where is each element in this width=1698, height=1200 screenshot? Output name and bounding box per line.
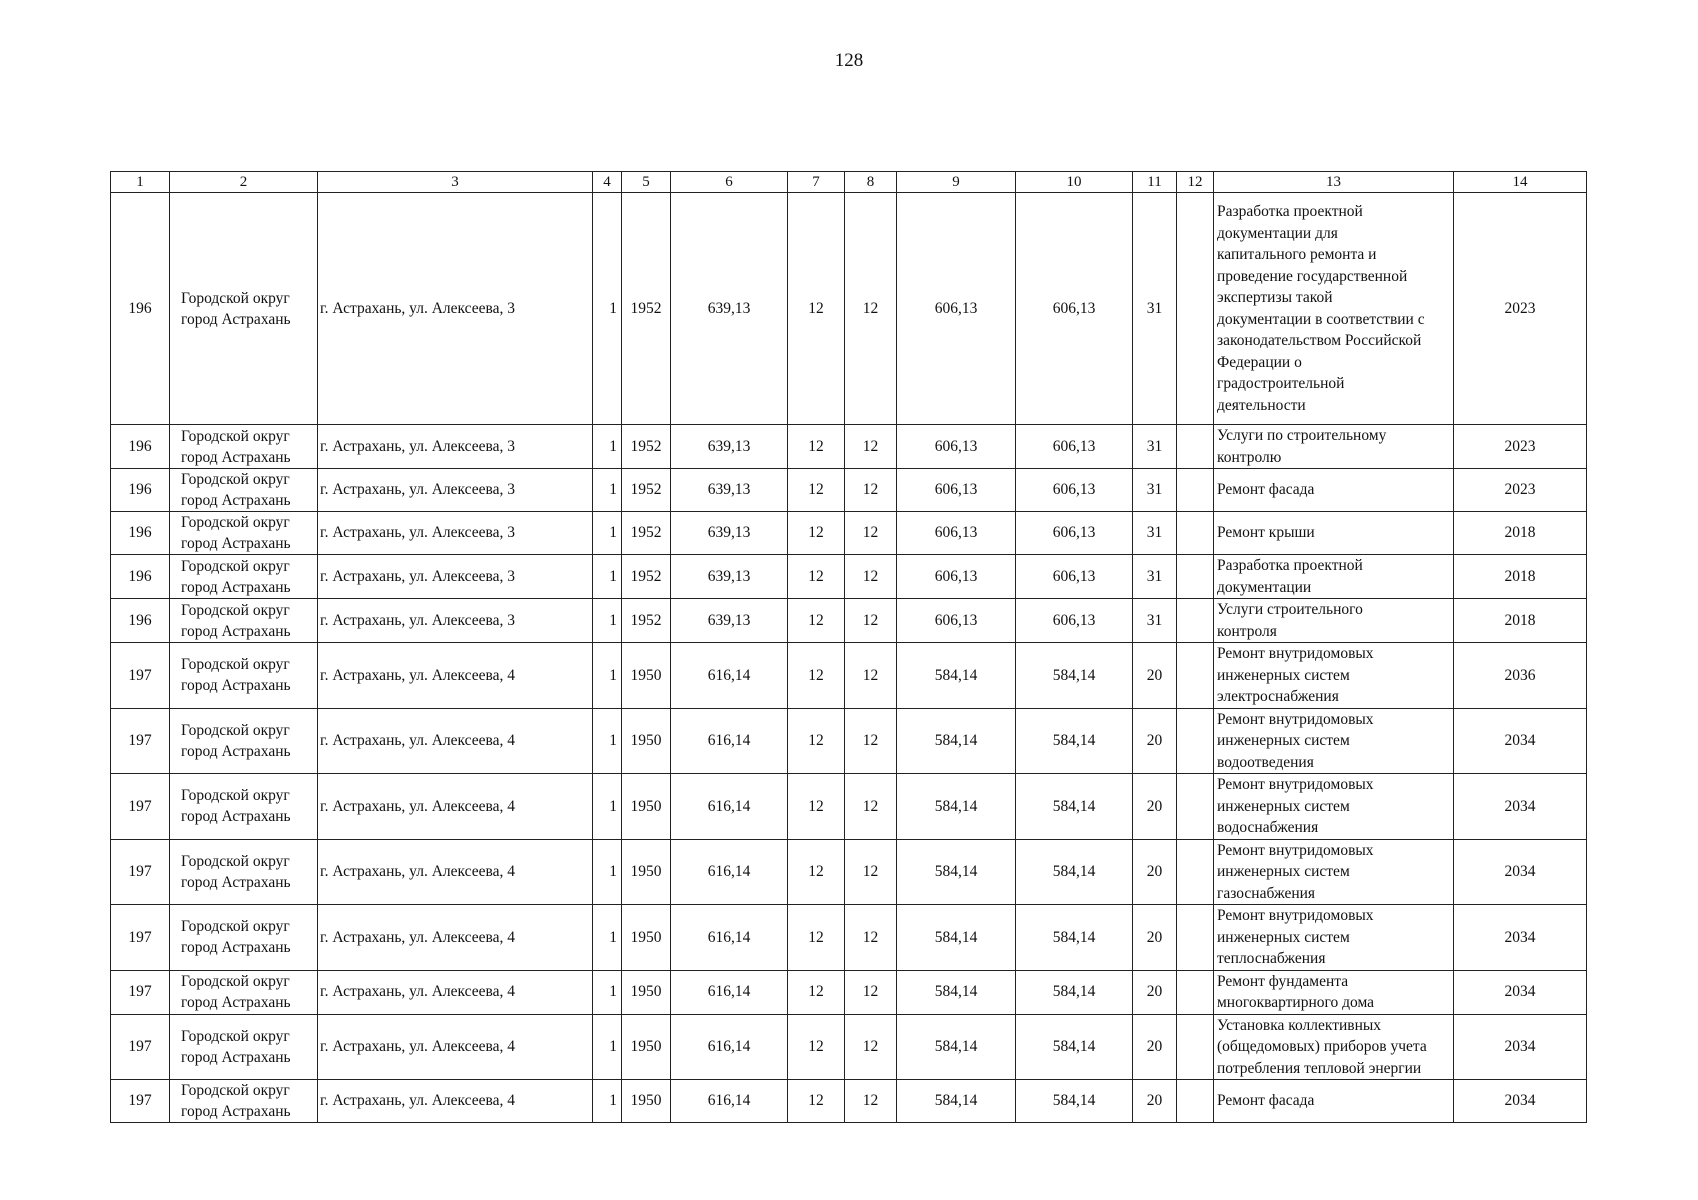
column-12-cell <box>1177 425 1214 469</box>
column-8-cell: 12 <box>845 193 897 425</box>
column-11-cell: 20 <box>1133 774 1177 840</box>
column-11-cell: 20 <box>1133 970 1177 1014</box>
column-7-cell: 12 <box>788 708 845 774</box>
row-number-cell: 196 <box>111 425 170 469</box>
area-9-cell: 584,14 <box>897 708 1016 774</box>
column-12-cell <box>1177 1080 1214 1123</box>
municipality-cell-line: город Астрахань <box>181 535 291 552</box>
work-type-cell-line: электроснабжения <box>1217 688 1339 705</box>
row-number-cell: 196 <box>111 512 170 555</box>
total-area-cell: 616,14 <box>671 839 788 905</box>
work-type-cell-line: инженерных систем <box>1217 666 1350 684</box>
plan-year-cell: 2023 <box>1454 469 1587 512</box>
work-type-cell-line: инженерных систем <box>1217 797 1350 815</box>
column-4-cell: 1 <box>593 555 622 599</box>
work-type-cell-line: Ремонт внутридомовых <box>1217 841 1374 859</box>
column-11-cell: 31 <box>1133 425 1177 469</box>
row-number-cell: 197 <box>111 1080 170 1123</box>
work-type-cell <box>1214 425 1454 469</box>
column-4-cell: 1 <box>593 469 622 512</box>
column-12-cell <box>1177 512 1214 555</box>
total-area-cell: 616,14 <box>671 905 788 971</box>
column-7-cell: 12 <box>788 643 845 709</box>
work-type-cell-line: инженерных систем <box>1217 863 1350 880</box>
table-row <box>111 193 1587 425</box>
row-number-cell: 197 <box>111 774 170 840</box>
build-year-cell: 1952 <box>622 193 671 425</box>
work-type-cell-line: деятельности <box>1217 396 1306 414</box>
build-year-cell: 1950 <box>622 1080 671 1123</box>
municipality-cell <box>170 905 318 971</box>
column-number-8: 8 <box>845 172 897 193</box>
total-area-cell: 639,13 <box>671 555 788 599</box>
area-9-cell: 584,14 <box>897 905 1016 971</box>
total-area-cell: 639,13 <box>671 512 788 555</box>
column-7-cell: 12 <box>788 1080 845 1123</box>
municipality-cell-line: город Астрахань <box>181 677 291 695</box>
municipality-cell-line: город Астрахань <box>181 492 291 509</box>
column-4-cell: 1 <box>593 1014 622 1080</box>
work-type-cell-line: Услуги строительного <box>1217 601 1363 618</box>
work-type-cell-line: Разработка проектной <box>1217 203 1363 220</box>
total-area-cell: 616,14 <box>671 970 788 1014</box>
plan-year-cell: 2034 <box>1454 774 1587 840</box>
municipality-cell-line: Городской округ <box>181 601 290 619</box>
build-year-cell: 1952 <box>622 555 671 599</box>
municipality-cell-line: город Астрахань <box>181 742 291 760</box>
work-type-cell-line: Ремонт внутридомовых <box>1217 907 1374 924</box>
municipality-cell-line: Городской округ <box>181 289 290 307</box>
column-11-cell: 20 <box>1133 905 1177 971</box>
total-area-cell: 616,14 <box>671 1080 788 1123</box>
plan-year-cell: 2023 <box>1454 193 1587 425</box>
municipality-cell <box>170 839 318 905</box>
work-type-cell <box>1214 193 1454 425</box>
plan-year-cell: 2018 <box>1454 512 1587 555</box>
municipality-cell-line: город Астрахань <box>181 994 291 1011</box>
municipality-cell-line: Городской округ <box>181 787 290 805</box>
column-12-cell <box>1177 599 1214 643</box>
column-11-cell: 31 <box>1133 599 1177 643</box>
table-row <box>111 599 1587 643</box>
area-9-cell: 606,13 <box>897 512 1016 555</box>
area-10-cell: 606,13 <box>1016 599 1133 643</box>
area-10-cell: 606,13 <box>1016 555 1133 599</box>
row-number-cell: 197 <box>111 970 170 1014</box>
build-year-cell: 1952 <box>622 512 671 555</box>
column-7-cell: 12 <box>788 599 845 643</box>
address-cell: г. Астрахань, ул. Алексеева, 4 <box>318 643 593 709</box>
table-row <box>111 774 1587 840</box>
area-10-cell: 584,14 <box>1016 643 1133 709</box>
column-7-cell: 12 <box>788 970 845 1014</box>
municipality-cell <box>170 512 318 555</box>
column-4-cell: 1 <box>593 193 622 425</box>
table-row <box>111 643 1587 709</box>
area-9-cell: 584,14 <box>897 1014 1016 1080</box>
municipality-cell <box>170 599 318 643</box>
address-cell: г. Астрахань, ул. Алексеева, 3 <box>318 599 593 643</box>
build-year-cell: 1950 <box>622 905 671 971</box>
work-type-cell-line: водоотведения <box>1217 753 1314 771</box>
plan-year-cell: 2018 <box>1454 555 1587 599</box>
municipality-cell-line: город Астрахань <box>181 448 291 466</box>
plan-year-cell: 2034 <box>1454 1014 1587 1080</box>
column-12-cell <box>1177 839 1214 905</box>
address-cell: г. Астрахань, ул. Алексеева, 4 <box>318 905 593 971</box>
work-type-cell <box>1214 905 1454 971</box>
work-type-cell-line: Установка коллективных <box>1217 1016 1382 1034</box>
plan-year-cell: 2018 <box>1454 599 1587 643</box>
column-7-cell: 12 <box>788 512 845 555</box>
column-7-cell: 12 <box>788 425 845 469</box>
work-type-cell-line: градостроительной <box>1217 375 1345 392</box>
municipality-cell-line: Городской округ <box>181 1027 290 1045</box>
column-12-cell <box>1177 1014 1214 1080</box>
address-cell: г. Астрахань, ул. Алексеева, 4 <box>318 1014 593 1080</box>
column-8-cell: 12 <box>845 774 897 840</box>
column-number-2: 2 <box>170 172 318 193</box>
table-body <box>111 193 1587 1123</box>
build-year-cell: 1952 <box>622 599 671 643</box>
column-11-cell: 20 <box>1133 839 1177 905</box>
column-number-14: 14 <box>1454 172 1587 193</box>
column-11-cell: 31 <box>1133 512 1177 555</box>
column-11-cell: 20 <box>1133 1014 1177 1080</box>
column-8-cell: 12 <box>845 708 897 774</box>
column-12-cell <box>1177 905 1214 971</box>
column-8-cell: 12 <box>845 1080 897 1123</box>
plan-year-cell: 2034 <box>1454 708 1587 774</box>
work-type-cell-line: документации <box>1217 578 1312 596</box>
municipality-cell <box>170 708 318 774</box>
build-year-cell: 1950 <box>622 708 671 774</box>
municipality-cell-line: Городской округ <box>181 852 290 870</box>
work-type-cell-line: водоснабжения <box>1217 819 1319 836</box>
build-year-cell: 1950 <box>622 839 671 905</box>
plan-year-cell: 2034 <box>1454 970 1587 1014</box>
address-cell: г. Астрахань, ул. Алексеева, 3 <box>318 555 593 599</box>
table-row <box>111 1014 1587 1080</box>
address-cell: г. Астрахань, ул. Алексеева, 3 <box>318 469 593 512</box>
area-9-cell: 606,13 <box>897 193 1016 425</box>
column-4-cell: 1 <box>593 970 622 1014</box>
column-number-7: 7 <box>788 172 845 193</box>
column-12-cell <box>1177 643 1214 709</box>
row-number-cell: 197 <box>111 839 170 905</box>
build-year-cell: 1950 <box>622 1014 671 1080</box>
work-type-cell <box>1214 970 1454 1014</box>
municipality-cell-line: город Астрахань <box>181 622 291 640</box>
build-year-cell: 1950 <box>622 643 671 709</box>
column-12-cell <box>1177 774 1214 840</box>
work-type-cell <box>1214 599 1454 643</box>
column-number-13: 13 <box>1214 172 1454 193</box>
work-type-cell-line: проведение государственной <box>1217 267 1408 285</box>
work-type-cell-line: Ремонт внутридомовых <box>1217 776 1374 793</box>
area-9-cell: 584,14 <box>897 643 1016 709</box>
column-8-cell: 12 <box>845 643 897 709</box>
column-12-cell <box>1177 970 1214 1014</box>
row-number-cell: 197 <box>111 708 170 774</box>
column-number-9: 9 <box>897 172 1016 193</box>
municipality-cell-line: Городской округ <box>181 1082 290 1099</box>
work-type-cell-line: инженерных систем <box>1217 928 1350 946</box>
row-number-cell: 196 <box>111 555 170 599</box>
column-7-cell: 12 <box>788 193 845 425</box>
table-row <box>111 839 1587 905</box>
work-type-cell-line: Ремонт внутридомовых <box>1217 645 1374 662</box>
municipality-cell <box>170 1080 318 1123</box>
column-7-cell: 12 <box>788 555 845 599</box>
build-year-cell: 1952 <box>622 425 671 469</box>
municipality-cell <box>170 469 318 512</box>
column-4-cell: 1 <box>593 905 622 971</box>
row-number-cell: 197 <box>111 643 170 709</box>
municipality-cell <box>170 555 318 599</box>
build-year-cell: 1952 <box>622 469 671 512</box>
row-number-cell: 197 <box>111 1014 170 1080</box>
column-11-cell: 31 <box>1133 193 1177 425</box>
column-12-cell <box>1177 193 1214 425</box>
municipality-cell-line: город Астрахань <box>181 939 291 957</box>
table-row <box>111 512 1587 555</box>
area-10-cell: 584,14 <box>1016 905 1133 971</box>
work-type-cell <box>1214 1080 1454 1123</box>
page-number: 128 <box>834 50 864 71</box>
column-8-cell: 12 <box>845 512 897 555</box>
table-row <box>111 469 1587 512</box>
area-9-cell: 606,13 <box>897 555 1016 599</box>
total-area-cell: 639,13 <box>671 193 788 425</box>
column-7-cell: 12 <box>788 1014 845 1080</box>
table-row <box>111 905 1587 971</box>
municipality-cell <box>170 643 318 709</box>
table-row <box>111 1080 1587 1123</box>
municipality-cell-line: Городской округ <box>181 471 290 488</box>
column-12-cell <box>1177 469 1214 512</box>
table-row <box>111 708 1587 774</box>
work-type-cell-line: многоквартирного дома <box>1217 994 1375 1011</box>
column-8-cell: 12 <box>845 425 897 469</box>
area-10-cell: 606,13 <box>1016 469 1133 512</box>
column-8-cell: 12 <box>845 599 897 643</box>
column-number-3: 3 <box>318 172 593 193</box>
municipality-cell-line: Городской округ <box>181 514 290 531</box>
column-12-cell <box>1177 708 1214 774</box>
work-type-cell-line: Федерации о <box>1217 353 1302 371</box>
column-4-cell: 1 <box>593 599 622 643</box>
total-area-cell: 639,13 <box>671 599 788 643</box>
area-9-cell: 584,14 <box>897 1080 1016 1123</box>
work-type-cell-line: Ремонт внутридомовых <box>1217 710 1374 728</box>
work-type-cell-line: Услуги по строительному <box>1217 427 1387 444</box>
work-type-cell <box>1214 643 1454 709</box>
work-type-cell-line: документации в соответствии с <box>1217 310 1425 328</box>
repair-program-table <box>110 171 1587 1123</box>
area-9-cell: 606,13 <box>897 599 1016 643</box>
work-type-cell-line: (общедомовых) приборов учета <box>1217 1038 1427 1055</box>
column-8-cell: 12 <box>845 839 897 905</box>
area-10-cell: 606,13 <box>1016 512 1133 555</box>
area-10-cell: 584,14 <box>1016 839 1133 905</box>
column-4-cell: 1 <box>593 708 622 774</box>
total-area-cell: 616,14 <box>671 774 788 840</box>
column-8-cell: 12 <box>845 469 897 512</box>
column-8-cell: 12 <box>845 970 897 1014</box>
municipality-cell-line: Городской округ <box>181 557 290 575</box>
municipality-cell <box>170 425 318 469</box>
column-number-10: 10 <box>1016 172 1133 193</box>
column-7-cell: 12 <box>788 839 845 905</box>
municipality-cell <box>170 970 318 1014</box>
column-11-cell: 31 <box>1133 469 1177 512</box>
column-number-11: 11 <box>1133 172 1177 193</box>
total-area-cell: 639,13 <box>671 469 788 512</box>
municipality-cell <box>170 193 318 425</box>
area-10-cell: 584,14 <box>1016 1014 1133 1080</box>
work-type-cell-line: контролю <box>1217 448 1282 466</box>
column-4-cell: 1 <box>593 1080 622 1123</box>
municipality-cell-line: город Астрахань <box>181 1103 291 1120</box>
total-area-cell: 616,14 <box>671 643 788 709</box>
address-cell: г. Астрахань, ул. Алексеева, 4 <box>318 708 593 774</box>
column-8-cell: 12 <box>845 1014 897 1080</box>
municipality-cell-line: город Астрахань <box>181 873 291 891</box>
address-cell: г. Астрахань, ул. Алексеева, 3 <box>318 512 593 555</box>
column-number-6: 6 <box>671 172 788 193</box>
row-number-cell: 196 <box>111 193 170 425</box>
area-9-cell: 606,13 <box>897 425 1016 469</box>
area-10-cell: 584,14 <box>1016 970 1133 1014</box>
work-type-cell <box>1214 708 1454 774</box>
column-number-header-row <box>111 172 1587 193</box>
address-cell: г. Астрахань, ул. Алексеева, 4 <box>318 839 593 905</box>
area-9-cell: 584,14 <box>897 774 1016 840</box>
address-cell: г. Астрахань, ул. Алексеева, 3 <box>318 425 593 469</box>
build-year-cell: 1950 <box>622 970 671 1014</box>
total-area-cell: 616,14 <box>671 1014 788 1080</box>
municipality-cell-line: Городской округ <box>181 973 290 990</box>
column-7-cell: 12 <box>788 774 845 840</box>
column-11-cell: 20 <box>1133 1080 1177 1123</box>
area-9-cell: 584,14 <box>897 839 1016 905</box>
column-4-cell: 1 <box>593 512 622 555</box>
column-11-cell: 31 <box>1133 555 1177 599</box>
work-type-cell-line: законодательством Российской <box>1217 332 1422 349</box>
work-type-cell-line: потребления тепловой энергии <box>1217 1059 1422 1077</box>
column-8-cell: 12 <box>845 905 897 971</box>
column-12-cell <box>1177 555 1214 599</box>
work-type-cell <box>1214 555 1454 599</box>
address-cell: г. Астрахань, ул. Алексеева, 4 <box>318 970 593 1014</box>
municipality-cell-line: город Астрахань <box>181 1048 291 1066</box>
work-type-cell-line: Ремонт фасада <box>1217 1092 1315 1110</box>
address-cell: г. Астрахань, ул. Алексеева, 3 <box>318 193 593 425</box>
column-11-cell: 20 <box>1133 643 1177 709</box>
area-10-cell: 606,13 <box>1016 425 1133 469</box>
row-number-cell: 196 <box>111 599 170 643</box>
plan-year-cell: 2036 <box>1454 643 1587 709</box>
work-type-cell <box>1214 1014 1454 1080</box>
column-number-5: 5 <box>622 172 671 193</box>
work-type-cell-line: газоснабжения <box>1217 884 1316 902</box>
table-row <box>111 555 1587 599</box>
municipality-cell-line: Городской округ <box>181 656 290 674</box>
municipality-cell-line: город Астрахань <box>181 310 291 328</box>
municipality-cell-line: город Астрахань <box>181 578 291 596</box>
work-type-cell-line: документации для <box>1217 224 1338 242</box>
plan-year-cell: 2034 <box>1454 905 1587 971</box>
area-10-cell: 584,14 <box>1016 1080 1133 1123</box>
column-7-cell: 12 <box>788 469 845 512</box>
work-type-cell-line: теплоснабжения <box>1217 950 1326 967</box>
build-year-cell: 1950 <box>622 774 671 840</box>
table-row <box>111 425 1587 469</box>
municipality-cell-line: Городской округ <box>181 427 290 445</box>
municipality-cell <box>170 1014 318 1080</box>
address-cell: г. Астрахань, ул. Алексеева, 4 <box>318 774 593 840</box>
work-type-cell <box>1214 469 1454 512</box>
column-8-cell: 12 <box>845 555 897 599</box>
municipality-cell-line: город Астрахань <box>181 808 291 826</box>
column-4-cell: 1 <box>593 839 622 905</box>
plan-year-cell: 2023 <box>1454 425 1587 469</box>
area-10-cell: 584,14 <box>1016 774 1133 840</box>
work-type-cell-line: экспертизы такой <box>1217 289 1333 306</box>
work-type-cell-line: контроля <box>1217 622 1277 640</box>
area-10-cell: 584,14 <box>1016 708 1133 774</box>
area-10-cell: 606,13 <box>1016 193 1133 425</box>
work-type-cell-line: Ремонт крыши <box>1217 524 1315 542</box>
work-type-cell-line: Ремонт фасада <box>1217 481 1315 499</box>
address-cell: г. Астрахань, ул. Алексеева, 4 <box>318 1080 593 1123</box>
work-type-cell-line: капитального ремонта и <box>1217 246 1377 263</box>
column-number-1: 1 <box>111 172 170 193</box>
work-type-cell-line: инженерных систем <box>1217 732 1350 749</box>
work-type-cell <box>1214 512 1454 555</box>
work-type-cell-line: Разработка проектной <box>1217 557 1363 574</box>
municipality-cell-line: Городской округ <box>181 721 290 739</box>
row-number-cell: 197 <box>111 905 170 971</box>
total-area-cell: 639,13 <box>671 425 788 469</box>
total-area-cell: 616,14 <box>671 708 788 774</box>
column-11-cell: 20 <box>1133 708 1177 774</box>
plan-year-cell: 2034 <box>1454 839 1587 905</box>
row-number-cell: 196 <box>111 469 170 512</box>
column-4-cell: 1 <box>593 425 622 469</box>
plan-year-cell: 2034 <box>1454 1080 1587 1123</box>
municipality-cell <box>170 774 318 840</box>
table-row <box>111 970 1587 1014</box>
work-type-cell <box>1214 774 1454 840</box>
area-9-cell: 606,13 <box>897 469 1016 512</box>
work-type-cell <box>1214 839 1454 905</box>
area-9-cell: 584,14 <box>897 970 1016 1014</box>
column-number-4: 4 <box>593 172 622 193</box>
work-type-cell-line: Ремонт фундамента <box>1217 972 1349 990</box>
column-4-cell: 1 <box>593 643 622 709</box>
column-7-cell: 12 <box>788 905 845 971</box>
column-4-cell: 1 <box>593 774 622 840</box>
column-number-12: 12 <box>1177 172 1214 193</box>
municipality-cell-line: Городской округ <box>181 918 290 936</box>
